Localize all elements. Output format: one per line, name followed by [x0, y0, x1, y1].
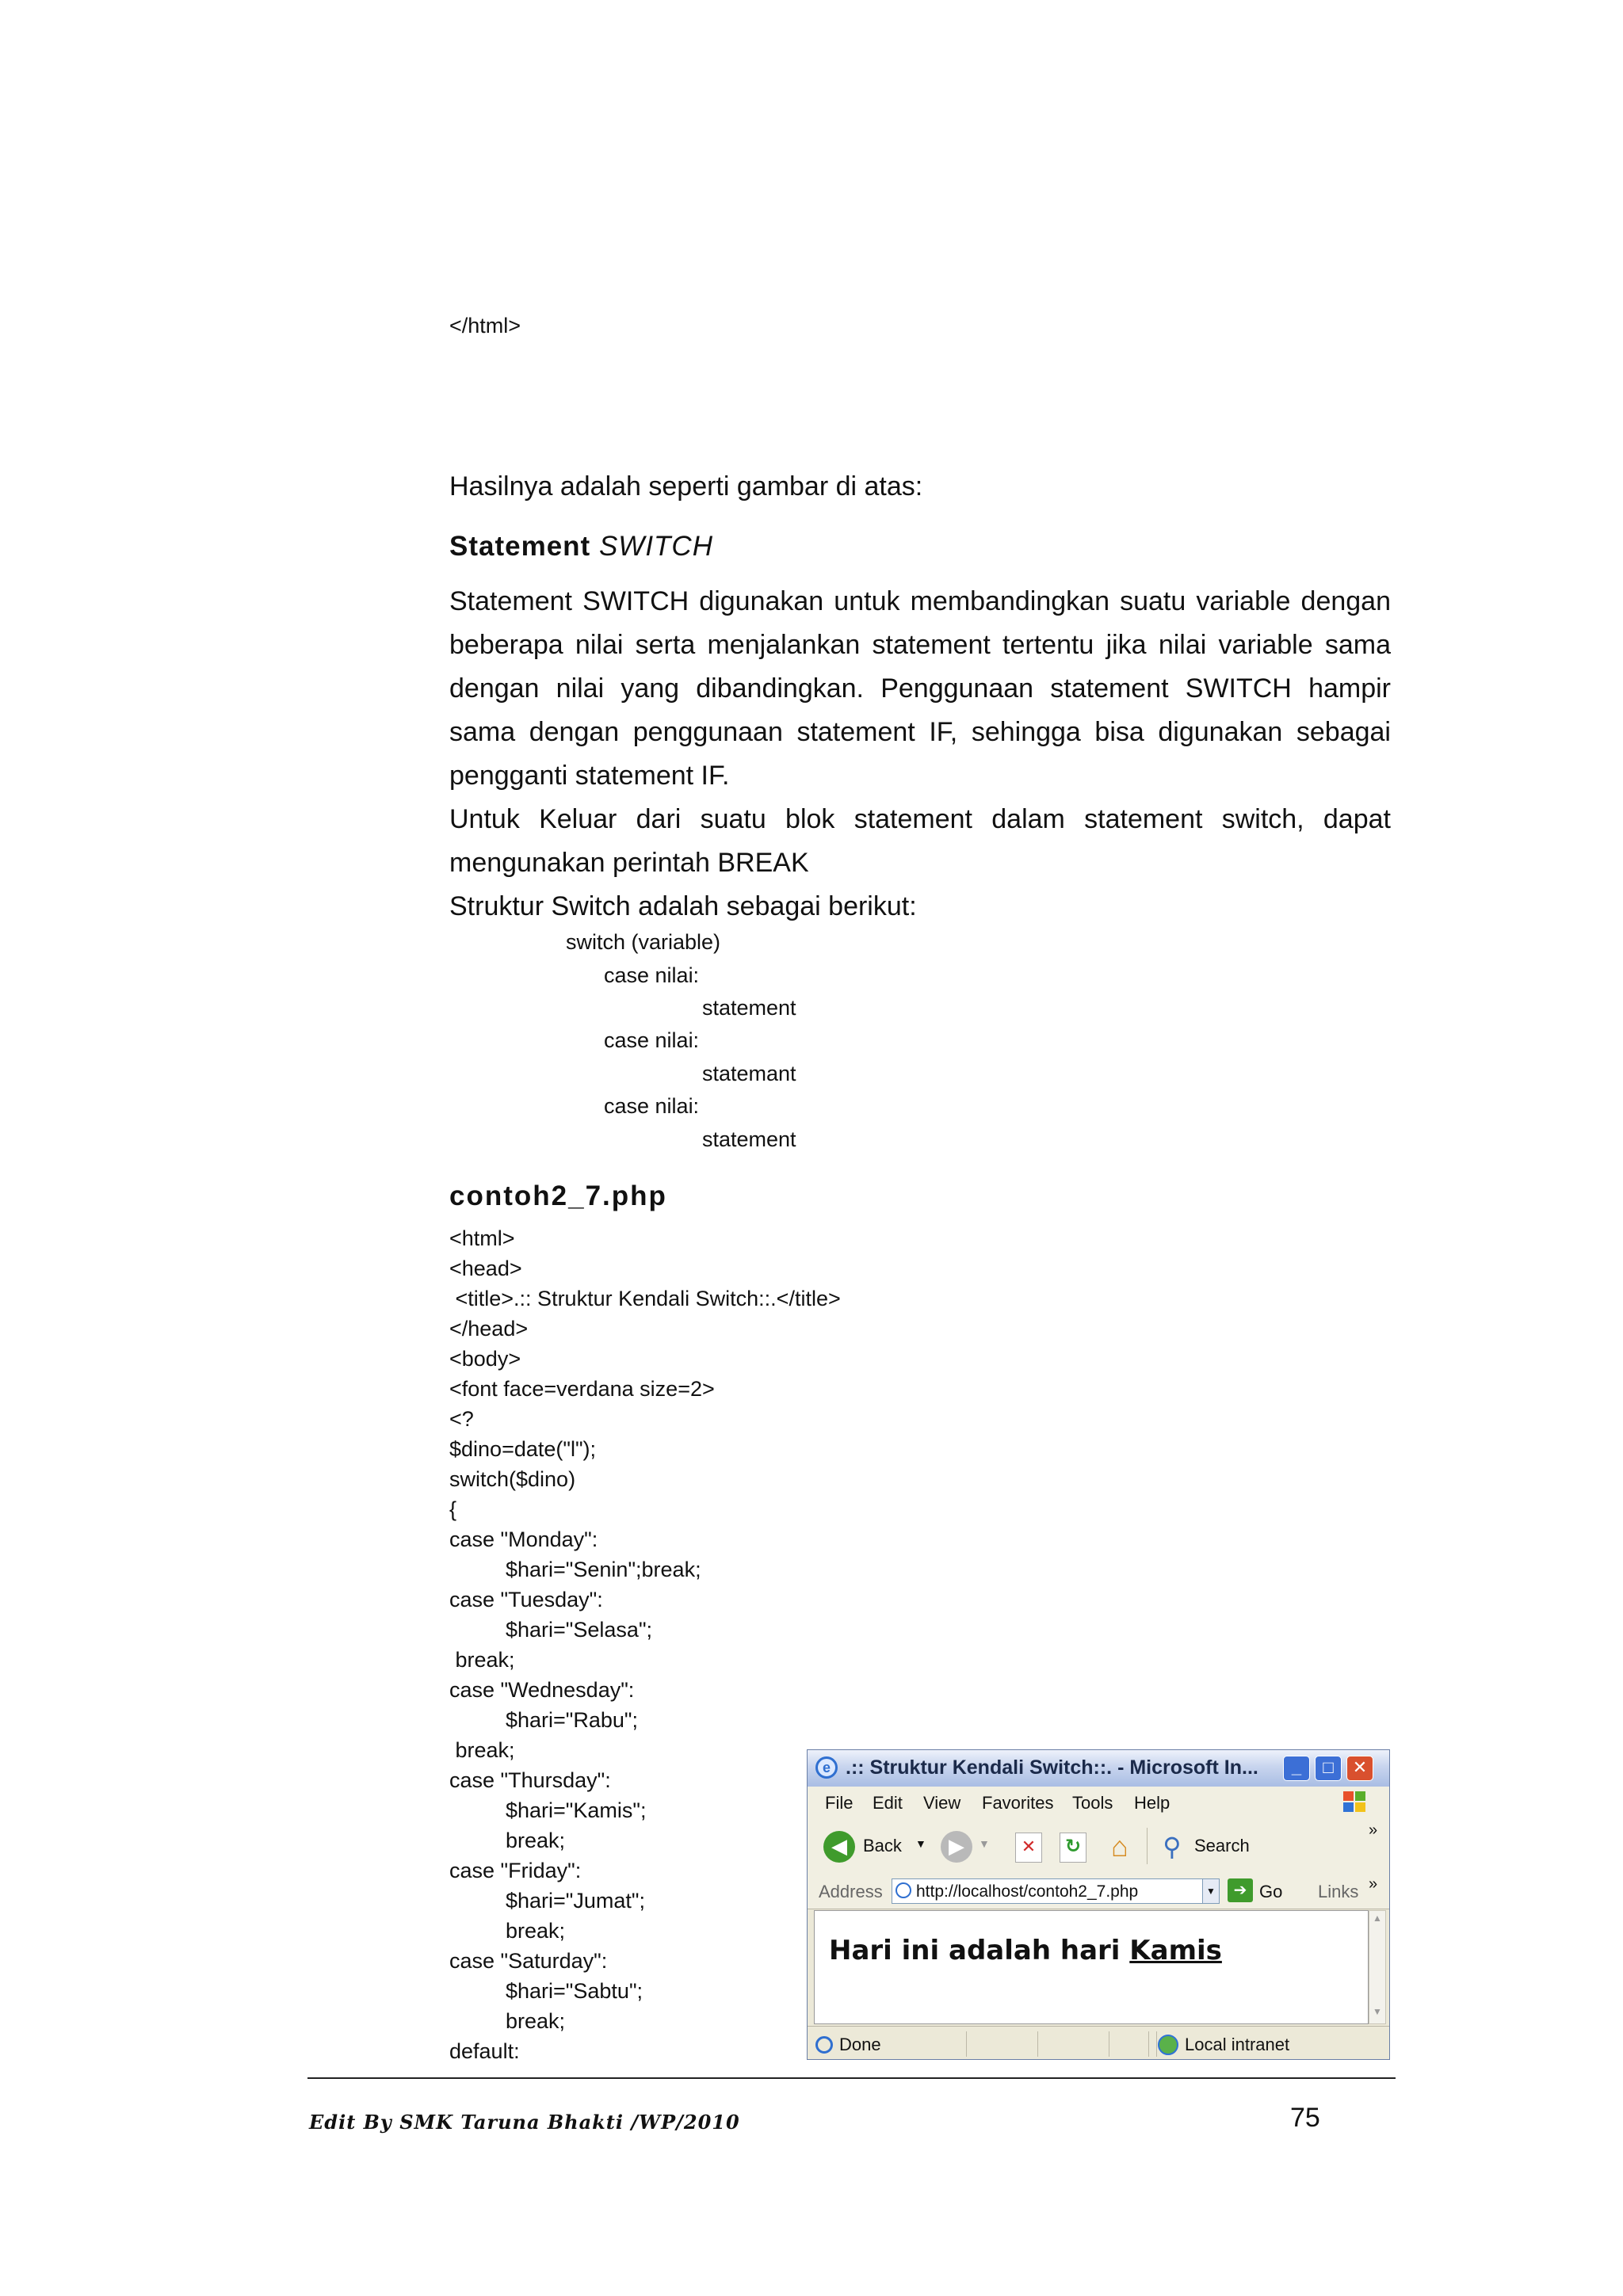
links-label[interactable]: Links [1318, 1882, 1359, 1901]
paragraph-structure-intro: Struktur Switch adalah sebagai berikut: [449, 891, 917, 921]
code-line: $hari="Senin";break; [506, 1558, 701, 1581]
menu-edit[interactable]: Edit [873, 1793, 903, 1813]
browser-toolbar [808, 1818, 1389, 1875]
structure-line: case nilai: [604, 1028, 700, 1052]
footer-credit: Edit By SMK Taruna Bhakti /WP/2010 [309, 2111, 740, 2134]
paragraph-switch-description: Statement SWITCH digunakan untuk membandingkan suatu variable dengan beberapa nilai serta menjalankan statement tertentu jika nilai variable sama dengan nilai yang dibandingkan. Penggunaan statement SWITCH hampir sama dengan penggunaan statement IF, sehingga bisa digunakan sebagai pengganti statement IF. [449, 586, 1391, 791]
code-line: { [449, 1497, 457, 1521]
code-line: case "Thursday": [449, 1768, 611, 1792]
code-line: <html> [449, 1226, 515, 1250]
code-line: <head> [449, 1257, 522, 1280]
go-arrow-icon[interactable]: ➔ [1228, 1878, 1253, 1902]
code-line: $hari="Kamis"; [506, 1798, 647, 1822]
footer-rule [307, 2077, 1396, 2079]
structure-line: case nilai: [604, 1094, 700, 1118]
section-heading [449, 531, 713, 563]
back-button-label[interactable]: Back [863, 1836, 902, 1855]
ie-icon: e [815, 1756, 838, 1779]
forward-dropdown-icon[interactable]: ▼ [979, 1837, 990, 1850]
go-button-label[interactable]: Go [1259, 1882, 1283, 1901]
status-page-icon [815, 2036, 833, 2054]
structure-line: statement [702, 996, 796, 1020]
toolbar-separator [1147, 1828, 1148, 1864]
status-divider [966, 2031, 967, 2057]
code-line: $dino=date("l"); [449, 1437, 597, 1461]
maximize-icon[interactable]: □ [1315, 1756, 1342, 1781]
content-link[interactable]: Kamis [1129, 1935, 1222, 1966]
scroll-up-icon[interactable]: ▲ [1373, 1913, 1382, 1924]
address-bar [808, 1874, 1389, 1909]
windows-logo-icon [1343, 1791, 1367, 1814]
address-label: Address [819, 1882, 883, 1901]
url-text: http://localhost/contoh2_7.php [916, 1882, 1139, 1901]
vertical-scrollbar[interactable] [1369, 1910, 1386, 2024]
stop-icon[interactable]: ✕ [1015, 1833, 1042, 1863]
status-bar [808, 2026, 1389, 2060]
browser-menu-bar [808, 1787, 1389, 1819]
heading-italic: SWITCH [598, 531, 713, 562]
search-icon[interactable]: ⚲ [1163, 1833, 1182, 1861]
code-line: </head> [449, 1317, 529, 1341]
menu-help[interactable]: Help [1134, 1793, 1170, 1813]
address-dropdown-icon[interactable]: ▼ [1202, 1878, 1220, 1904]
code-line: <font face=verdana size=2> [449, 1377, 715, 1401]
scroll-down-icon[interactable]: ▼ [1373, 2006, 1382, 2017]
code-line: break; [506, 1919, 566, 1943]
browser-title-bar [808, 1750, 1389, 1787]
code-line: default: [449, 2039, 520, 2063]
code-line: $hari="Sabtu"; [506, 1979, 643, 2003]
browser-title: .:: Struktur Kendali Switch::. - Microsoft In... [846, 1756, 1258, 1779]
code-line: <body> [449, 1347, 521, 1371]
code-line: $hari="Rabu"; [506, 1708, 639, 1732]
code-line: <? [449, 1407, 474, 1431]
structure-line: switch (variable) [566, 930, 721, 954]
structure-line: statemant [702, 1062, 796, 1085]
status-divider [1148, 2031, 1149, 2057]
paragraph-break-description: Untuk Keluar dari suatu blok statement dalam statement switch, dapat mengunakan perintah BREAK [449, 804, 1391, 878]
code-line: $hari="Jumat"; [506, 1889, 646, 1913]
browser-window-screenshot [807, 1749, 1390, 2060]
page-number: 75 [1290, 2103, 1320, 2133]
menu-favorites[interactable]: Favorites [982, 1793, 1054, 1813]
status-zone: Local intranet [1185, 2035, 1290, 2054]
menu-file[interactable]: File [825, 1793, 854, 1813]
menu-view[interactable]: View [923, 1793, 961, 1813]
heading-prefix: Statement [449, 531, 599, 562]
forward-arrow-icon[interactable]: ▶ [941, 1831, 972, 1863]
code-line: switch($dino) [449, 1467, 576, 1491]
status-divider [1156, 2031, 1157, 2057]
code-line: break; [506, 2009, 566, 2033]
code-line: case "Tuesday": [449, 1588, 603, 1611]
status-done: Done [839, 2035, 881, 2054]
code-line: case "Wednesday": [449, 1678, 635, 1702]
code-line: case "Monday": [449, 1527, 598, 1551]
minimize-icon[interactable]: _ [1283, 1756, 1310, 1781]
code-line: $hari="Selasa"; [506, 1618, 653, 1642]
close-icon[interactable]: ✕ [1346, 1756, 1373, 1781]
links-chevron-icon[interactable]: » [1369, 1875, 1378, 1893]
intro-line: Hasilnya adalah seperti gambar di atas: [449, 471, 923, 502]
structure-line: case nilai: [604, 963, 700, 987]
code-line: break; [449, 1648, 515, 1672]
intranet-globe-icon [1158, 2035, 1178, 2055]
back-arrow-icon[interactable]: ◀ [823, 1831, 855, 1863]
code-line: <title>.:: Struktur Kendali Switch::.</title> [449, 1287, 841, 1310]
code-line: break; [449, 1738, 515, 1762]
menu-tools[interactable]: Tools [1072, 1793, 1113, 1813]
page-icon [896, 1882, 911, 1898]
content-text: Hari ini adalah hari [829, 1935, 1130, 1966]
content-heading [829, 1935, 1222, 1966]
toolbar-chevron-icon[interactable]: » [1369, 1821, 1378, 1839]
refresh-icon[interactable]: ↻ [1060, 1833, 1086, 1863]
code-line: case "Saturday": [449, 1949, 608, 1973]
page-content-area [814, 1910, 1369, 2024]
address-input[interactable] [892, 1878, 1220, 1904]
status-divider [1037, 2031, 1038, 2057]
home-icon[interactable]: ⌂ [1111, 1830, 1128, 1863]
back-dropdown-icon[interactable]: ▼ [915, 1837, 926, 1850]
code-line: case "Friday": [449, 1859, 582, 1882]
top-code-line: </html> [449, 314, 521, 338]
search-button-label[interactable]: Search [1194, 1836, 1250, 1855]
code-line: break; [506, 1829, 566, 1852]
example-title: contoh2_7.php [449, 1180, 667, 1211]
structure-line: statement [702, 1127, 796, 1151]
